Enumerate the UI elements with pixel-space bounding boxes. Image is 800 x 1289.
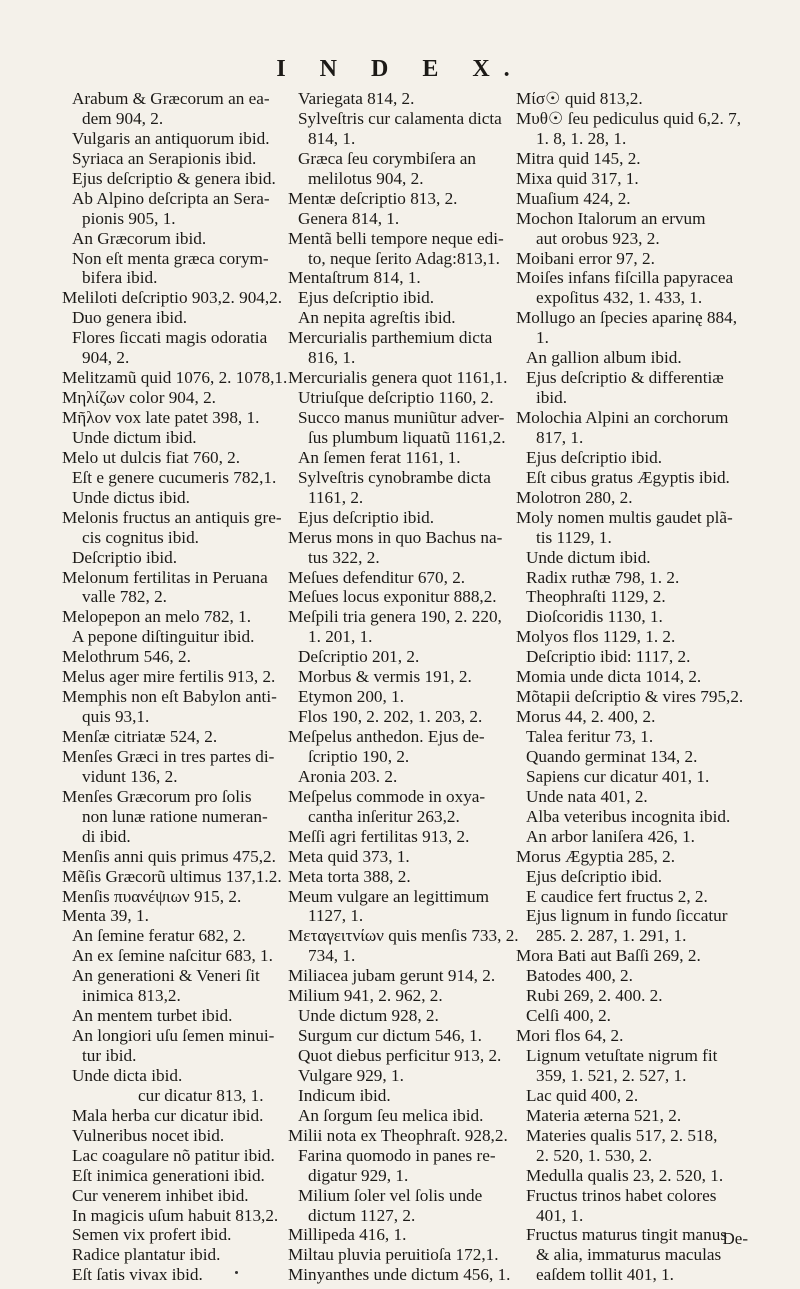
index-line: Melonis fructus an antiquis gre-	[62, 507, 282, 527]
index-line: Batodes 400, 2.	[526, 966, 633, 986]
index-line: Miliacea jubam gerunt 914, 2.	[288, 966, 496, 986]
index-line: 359, 1. 521, 2. 527, 1.	[536, 1065, 687, 1085]
index-line: Flores ſiccati magis odoratia	[72, 328, 268, 348]
catchword: De-	[722, 1229, 748, 1248]
index-line: Unde dictum ibid.	[72, 427, 197, 447]
index-line: Menſes Græcorum pro ſolis	[62, 786, 252, 806]
index-line: cur dicatur 813, 1.	[138, 1085, 264, 1105]
index-line: Melo ut dulcis fiat 760, 2.	[62, 447, 241, 467]
index-line: Semen vix profert ibid.	[72, 1225, 232, 1245]
index-line: Melitzamũ quid 1076, 2. 1078,1.	[62, 368, 288, 388]
index-line: An ſemen ferat 1161, 1.	[298, 447, 461, 467]
index-line: An arbor laniſera 426, 1.	[526, 826, 695, 846]
index-line: Farina quomodo in panes re-	[298, 1145, 496, 1165]
index-line: Talea feritur 73, 1.	[526, 727, 654, 746]
index-line: Meta quid 373, 1.	[288, 846, 410, 866]
index-line: Momia unde dicta 1014, 2.	[516, 667, 702, 687]
index-line: Muaſium 424, 2.	[516, 188, 631, 208]
index-line: ibid.	[536, 388, 568, 408]
index-line: Ab Alpino deſcripta an Sera-	[72, 188, 270, 208]
index-line: Deſcriptio 201, 2.	[298, 647, 420, 667]
index-line: Quando germinat 134, 2.	[526, 746, 698, 766]
index-line: Unde dictum ibid.	[526, 547, 651, 567]
index-line: Variegata 814, 2.	[298, 89, 415, 108]
index-line: Memphis non eſt Babylon anti-	[62, 687, 277, 707]
index-line: Unde dicta ibid.	[72, 1065, 183, 1085]
index-line: Unde dictus ibid.	[72, 487, 190, 507]
index-line: Mori flos 64, 2.	[516, 1026, 624, 1046]
index-line: Melonum fertilitas in Peruana	[62, 567, 268, 587]
index-line: ſus plumbum liquatũ 1161,2.	[308, 427, 506, 447]
index-line: Alba veteribus incognita ibid.	[526, 806, 731, 826]
index-line: bifera ibid.	[82, 268, 158, 288]
index-line: non lunæ ratione numeran-	[82, 806, 268, 826]
index-line: Mochon Italorum an ervum	[516, 208, 706, 228]
index-line: Ejus lignum in fundo ſiccatur	[526, 906, 728, 926]
index-line: Eſt ſatis vivax ibid.	[72, 1265, 203, 1285]
index-line: Aronia 203. 2.	[298, 766, 398, 786]
index-line: In magicis uſum habuit 813,2.	[72, 1205, 279, 1225]
index-line: di ibid.	[82, 826, 131, 846]
index-line: An nepita agreſtis ibid.	[298, 308, 456, 328]
index-line: Fructus trinos habet colores	[526, 1185, 717, 1205]
index-line: An longiori uſu ſemen minui-	[72, 1026, 275, 1046]
index-line: Menſæ citriatæ 524, 2.	[62, 727, 218, 746]
index-column-2	[288, 89, 519, 1285]
index-line: expoſitus 432, 1. 433, 1.	[536, 288, 703, 308]
index-line: Ejus deſcriptio ibid.	[526, 447, 663, 467]
index-line: valle 782, 2.	[82, 587, 167, 607]
index-line: A pepone diſtinguitur ibid.	[72, 627, 255, 647]
index-line: Morbus & vermis 191, 2.	[298, 667, 472, 687]
index-line: An mentem turbet ibid.	[72, 1006, 233, 1026]
index-line: Meſpelus anthedon. Ejus de-	[288, 727, 485, 746]
index-line: Genera 814, 1.	[298, 208, 400, 228]
index-line: Μῆλον vox late patet 398, 1.	[62, 408, 260, 427]
index-line: to, neque ſerito Adag:813,1.	[308, 248, 500, 268]
index-line: 401, 1.	[536, 1205, 584, 1225]
index-line: Mẽſis Græcorũ ultimus 137,1.2.	[62, 866, 282, 886]
index-line: Fructus maturus tingit manus	[526, 1225, 727, 1245]
index-line: & alia, immaturus maculas	[536, 1245, 722, 1265]
index-line: Eſt cibus gratus Ægyptis ibid.	[526, 467, 730, 487]
page-header: I N D E X.	[276, 56, 524, 82]
index-line: dem 904, 2.	[82, 108, 164, 128]
index-line: 817, 1.	[536, 427, 584, 447]
index-line: Celſi 400, 2.	[526, 1006, 611, 1026]
index-line: Lignum vetuſtate nigrum fit	[526, 1046, 718, 1065]
printer-mark	[235, 1271, 238, 1274]
index-line: Milii nota ex Theophraſt. 928,2.	[288, 1125, 508, 1145]
index-line: 2. 520, 1. 530, 2.	[536, 1145, 653, 1165]
index-line: Meſpelus commode in oxya-	[288, 786, 486, 806]
index-line: Materia æterna 521, 2.	[526, 1105, 682, 1125]
index-line: Quot diebus perficitur 913, 2.	[298, 1046, 502, 1065]
index-line: Ejus deſcriptio ibid.	[298, 288, 435, 308]
index-line: An Græcorum ibid.	[72, 228, 207, 248]
index-line: Melopepon an melo 782, 1.	[62, 607, 252, 627]
index-line: 734, 1.	[308, 946, 356, 966]
index-line: An generationi & Veneri ſit	[72, 966, 260, 986]
index-line: Unde nata 401, 2.	[526, 786, 648, 806]
index-line: Menta 39, 1.	[62, 906, 149, 926]
index-line: vidunt 136, 2.	[82, 766, 178, 786]
index-line: Vulneribus nocet ibid.	[72, 1125, 225, 1145]
index-line: Non eſt menta græca corym-	[72, 248, 269, 268]
index-line: Meſues locus exponitur 888,2.	[288, 587, 497, 607]
index-line: 1. 201, 1.	[308, 627, 373, 647]
index-line: Ejus deſcriptio ibid.	[526, 866, 663, 886]
index-line: Meſſi agri fertilitas 913, 2.	[288, 826, 470, 846]
index-line: Mentaſtrum 814, 1.	[288, 268, 421, 288]
index-line: Lac coagulare nõ patitur ibid.	[72, 1145, 275, 1165]
index-line: Μεταγειτνίων quis menſis 733, 2.	[288, 926, 519, 946]
index-line: Cur venerem inhibet ibid.	[72, 1185, 249, 1205]
index-line: Melus ager mire fertilis 913, 2.	[62, 667, 276, 687]
index-line: Minyanthes unde dictum 456, 1.	[288, 1265, 511, 1285]
index-line: Mora Bati aut Baſſi 269, 2.	[516, 946, 701, 966]
index-line: Moiſes infans fiſcilla papyracea	[516, 268, 734, 288]
index-line: Molyos flos 1129, 1. 2.	[516, 627, 676, 647]
index-line: Deſcriptio ibid: 1117, 2.	[526, 647, 691, 667]
index-line: inimica 813,2.	[82, 986, 181, 1006]
index-line: Sapiens cur dicatur 401, 1.	[526, 766, 710, 786]
index-line: Unde dictum 928, 2.	[298, 1006, 439, 1026]
index-column-1	[62, 89, 288, 1285]
index-line: Menſis πυανέψιων 915, 2.	[62, 886, 242, 906]
index-line: Menſes Græci in tres partes di-	[62, 746, 275, 766]
index-line: Vulgaris an antiquorum ibid.	[72, 128, 270, 148]
index-line: Moly nomen multis gaudet plã-	[516, 507, 733, 527]
index-line: Mercurialis parthemium dicta	[288, 328, 493, 348]
index-line: tur ibid.	[82, 1046, 137, 1065]
index-line: aut orobus 923, 2.	[536, 228, 660, 248]
index-line: Etymon 200, 1.	[298, 687, 404, 707]
index-line: Ejus deſcriptio ibid.	[298, 507, 435, 527]
index-line: cantha inſeritur 263,2.	[308, 806, 460, 826]
index-line: melilotus 904, 2.	[308, 168, 424, 188]
index-line: 1161, 2.	[308, 487, 364, 507]
index-line: Mala herba cur dicatur ibid.	[72, 1105, 264, 1125]
index-line: Merus mons in quo Bachus na-	[288, 527, 503, 547]
index-line: Mixa quid 317, 1.	[516, 168, 639, 188]
index-line: Succo manus muniũtur adver-	[298, 408, 505, 427]
index-line: Ejus deſcriptio & genera ibid.	[72, 168, 276, 188]
index-line: cis cognitus ibid.	[82, 527, 199, 547]
index-line: Menſis anni quis primus 475,2.	[62, 846, 276, 866]
index-line: Sylveſtris cynobrambe dicta	[298, 467, 491, 487]
index-line: Utriuſque deſcriptio 1160, 2.	[298, 388, 494, 408]
index-line: Indicum ibid.	[298, 1085, 391, 1105]
index-line: Sylveſtris cur calamenta dicta	[298, 108, 502, 128]
index-line: Radix ruthæ 798, 1. 2.	[526, 567, 680, 587]
index-line: Vulgare 929, 1.	[298, 1065, 404, 1085]
index-line: dictum 1127, 2.	[308, 1205, 416, 1225]
index-line: 1127, 1.	[308, 906, 364, 926]
index-line: Surgum cur dictum 546, 1.	[298, 1026, 482, 1046]
index-line: Melothrum 546, 2.	[62, 647, 191, 667]
index-column-3	[516, 89, 752, 1285]
index-line: Meſues defenditur 670, 2.	[288, 567, 466, 587]
index-line: 814, 1.	[308, 128, 356, 148]
index-line: 904, 2.	[82, 348, 130, 368]
index-line: Materies qualis 517, 2. 518,	[526, 1125, 718, 1145]
index-line: Theophraſti 1129, 2.	[526, 587, 666, 607]
index-line: Miltau pluvia peruitioſa 172,1.	[288, 1245, 499, 1265]
index-line: Mercurialis genera quot 1161,1.	[288, 368, 508, 388]
index-line: Duo genera ibid.	[72, 308, 188, 328]
index-line: pionis 905, 1.	[82, 208, 176, 228]
index-line: Molochia Alpini an corchorum	[516, 408, 729, 427]
index-line: Millipeda 416, 1.	[288, 1225, 407, 1245]
index-line: Meum vulgare an legittimum	[288, 886, 489, 906]
index-line: Mentæ deſcriptio 813, 2.	[288, 188, 458, 208]
index-line: Meſpili tria genera 190, 2. 220,	[288, 607, 502, 627]
index-line: Meliloti deſcriptio 903,2. 904,2.	[62, 288, 283, 308]
index-line: 816, 1.	[308, 348, 356, 368]
index-line: Mõtapii deſcriptio & vires 795,2.	[516, 687, 744, 707]
index-line: E caudice fert fructus 2, 2.	[526, 886, 708, 906]
index-line: Græca ſeu corymbiſera an	[298, 148, 477, 168]
index-line: Milium ſoler vel ſolis unde	[298, 1185, 483, 1205]
index-line: Arabum & Græcorum an ea-	[72, 89, 270, 108]
index-line: Lac quid 400, 2.	[526, 1085, 639, 1105]
index-line: Dioſcoridis 1130, 1.	[526, 607, 663, 627]
index-line: 1.	[536, 328, 549, 348]
index-line: Moibani error 97, 2.	[516, 248, 655, 268]
index-line: Mentã belli tempore neque edi-	[288, 228, 504, 248]
index-line: Μίσ☉ quid 813,2.	[516, 89, 643, 108]
index-line: Flos 190, 2. 202, 1. 203, 2.	[298, 707, 483, 727]
index-line: Mollugo an ſpecies aparinę 884,	[516, 308, 737, 328]
index-line: tis 1129, 1.	[536, 527, 612, 547]
index-line: An ex ſemine naſcitur 683, 1.	[72, 946, 273, 966]
index-line: tus 322, 2.	[308, 547, 380, 567]
index-line: Morus 44, 2. 400, 2.	[516, 707, 656, 727]
index-line: 1. 8, 1. 28, 1.	[536, 128, 627, 148]
index-line: ſcriptio 190, 2.	[308, 746, 410, 766]
index-line: Eſt e genere cucumeris 782,1.	[72, 467, 277, 487]
index-line: Ejus deſcriptio & differentiæ	[526, 368, 724, 388]
index-line: Rubi 269, 2. 400. 2.	[526, 986, 663, 1006]
index-line: Milium 941, 2. 962, 2.	[288, 986, 443, 1006]
index-line: Radice plantatur ibid.	[72, 1245, 221, 1265]
index-line: An ſorgum ſeu melica ibid.	[298, 1105, 484, 1125]
index-line: digatur 929, 1.	[308, 1165, 409, 1185]
index-line: Μυθ☉ ſeu pediculus quid 6,2. 7,	[516, 108, 742, 128]
index-line: Medulla qualis 23, 2. 520, 1.	[526, 1165, 724, 1185]
index-line: quis 93,1.	[82, 707, 150, 727]
index-line: Syriaca an Serapionis ibid.	[72, 148, 257, 168]
index-line: Mitra quid 145, 2.	[516, 148, 641, 168]
index-line: Μηλίζων color 904, 2.	[62, 388, 216, 408]
index-line: Molotron 280, 2.	[516, 487, 633, 507]
index-line: 285. 2. 287, 1. 291, 1.	[536, 926, 687, 946]
index-line: An gallion album ibid.	[526, 348, 682, 368]
index-line: An ſemine feratur 682, 2.	[72, 926, 246, 946]
index-line: Meta torta 388, 2.	[288, 866, 411, 886]
index-line: eaſdem tollit 401, 1.	[536, 1265, 674, 1285]
index-line: Morus Ægyptia 285, 2.	[516, 846, 675, 866]
index-line: Eſt inimica generationi ibid.	[72, 1165, 265, 1185]
index-line: Deſcriptio ibid.	[72, 547, 178, 567]
